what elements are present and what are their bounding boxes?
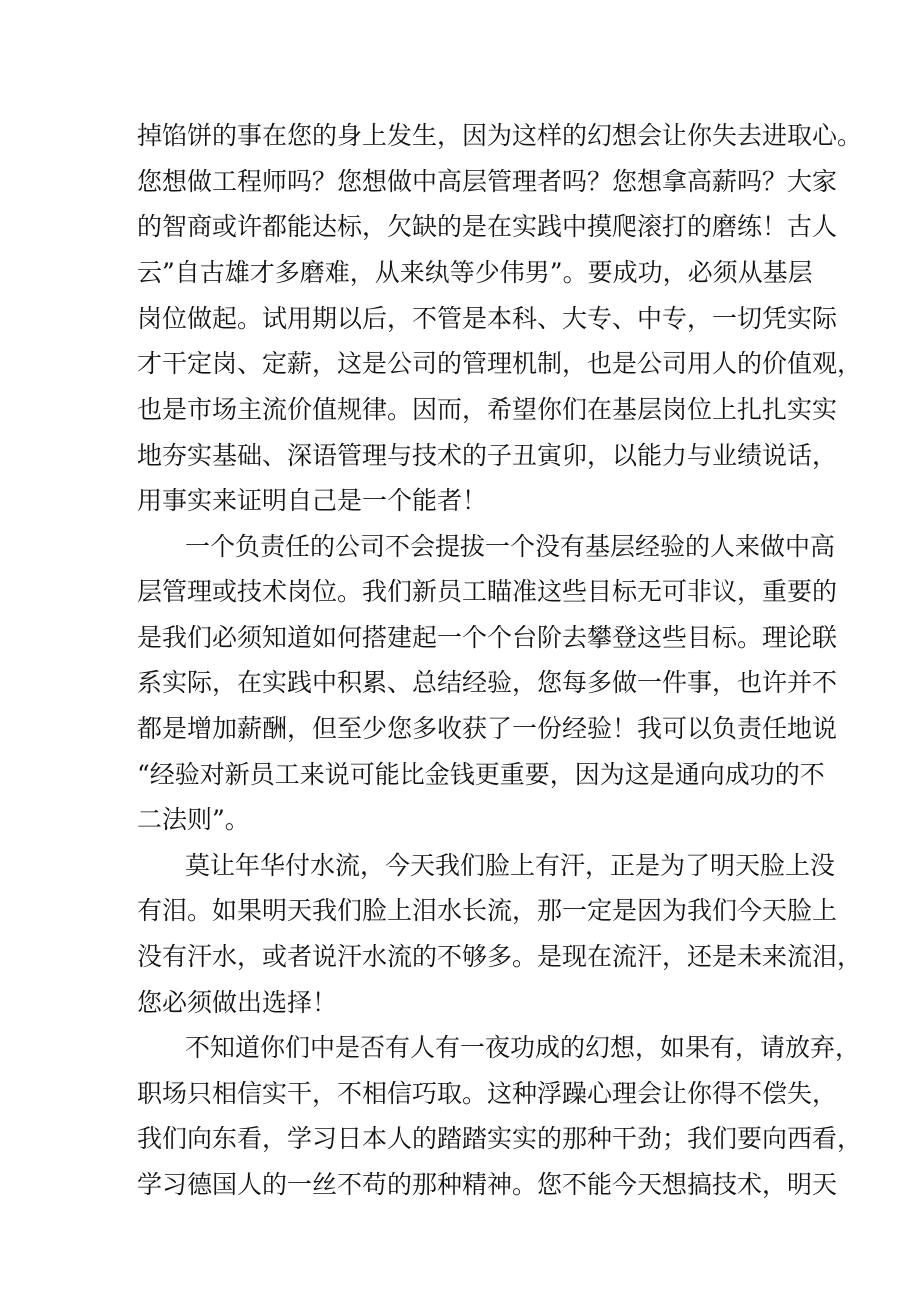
text-line: 职场只相信实干，不相信巧取。这种浮躁心理会让你得不偿失， [137, 1079, 838, 1108]
text-line: 地夯实基础、深语管理与技术的子丑寅卯，以能力与业绩说话， [137, 441, 838, 470]
text-line: 都是增加薪酬，但至少您多收获了一份经验！我可以负责任地说 [137, 714, 838, 743]
text-line: 用事实来证明自己是一个能者！ [137, 486, 488, 515]
text-line: 才干定岗、定薪，这是公司的管理机制，也是公司用人的价值观， [137, 349, 863, 378]
text-line: 岗位做起。试用期以后，不管是本科、大专、中专，一切凭实际 [137, 304, 838, 333]
text-line: 也是市场主流价值规律。因而，希望你们在基层岗位上扎扎实实 [137, 395, 838, 424]
text-line: 层管理或技术岗位。我们新员工瞄准这些目标无可非议，重要的 [137, 577, 838, 606]
paragraph-start-line: 不知道你们中是否有人有一夜功成的幻想，如果有，请放弃， [185, 1033, 861, 1062]
text-line: 云”自古雄才多磨难，从来纨等少伟男”。要成功，必须从基层 [137, 258, 813, 287]
text-line: 我们向东看，学习日本人的踏踏实实的那种干劲；我们要向西看， [137, 1124, 863, 1153]
text-line: 您必须做出选择！ [137, 988, 338, 1017]
paragraph-start-line: 莫让年华付水流，今天我们脸上有汗，正是为了明天脸上没 [185, 851, 836, 880]
paragraph-start-line: 一个负责任的公司不会提拔一个没有基层经验的人来做中高 [185, 532, 836, 561]
text-line: 二法则”。 [137, 805, 250, 834]
text-line: 您想做工程师吗？您想做中高层管理者吗？您想拿高薪吗？大家 [137, 167, 838, 196]
text-line: 的智商或许都能达标，欠缺的是在实践中摸爬滚打的磨练！古人 [137, 212, 838, 241]
text-line: 学习德国人的一丝不苟的那种精神。您不能今天想搞技术，明天 [137, 1170, 838, 1199]
text-line: 是我们必须知道如何搭建起一个个台阶去攀登这些目标。理论联 [137, 623, 838, 652]
text-line: 掉馅饼的事在您的身上发生，因为这样的幻想会让你失去进取心。 [137, 121, 863, 150]
text-line: 系实际，在实践中积累、总结经验，您每多做一件事，也许并不 [137, 668, 838, 697]
text-line: 没有汗水，或者说汗水流的不够多。是现在流汗，还是未来流泪， [137, 942, 863, 971]
text-line: 有泪。如果明天我们脸上泪水长流，那一定是因为我们今天脸上 [137, 896, 838, 925]
text-line: “经验对新员工来说可能比金钱更重要，因为这是通向成功的不 [137, 760, 825, 789]
